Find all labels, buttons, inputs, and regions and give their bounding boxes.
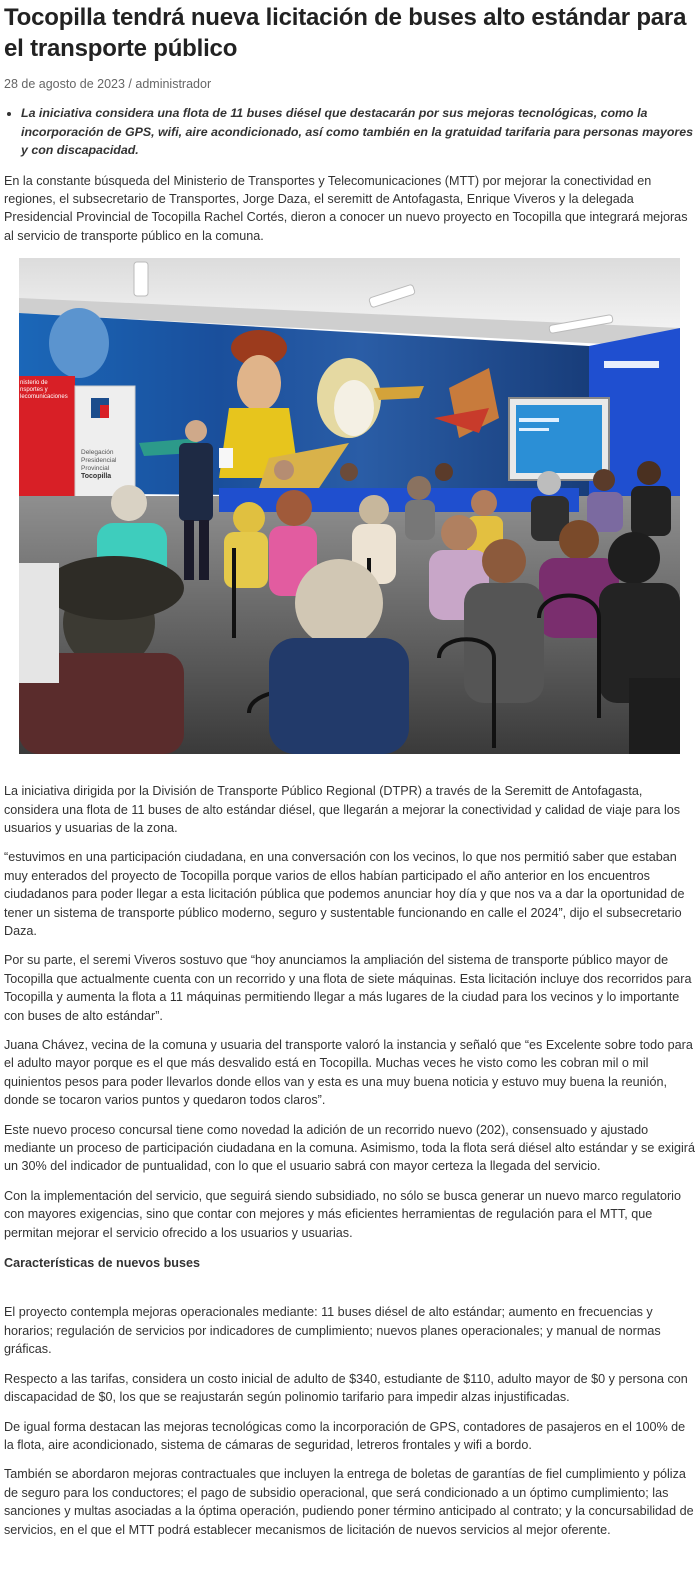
article-meta bbox=[4, 76, 696, 92]
highlights-list bbox=[4, 104, 696, 160]
banner-deleg-1: Delegación bbox=[81, 449, 114, 457]
body-paragraph: Con la implementación del servicio, que seguirá siendo subsidiado, no sólo se busca generar un nuevo marco regulatorio con mayores exigencias, sino que contar con mejores y más eficientes herramientas de regulación para el MTT, que permitan mejorar el servicio ofrecido a los usuarios y usuarias. bbox=[4, 1188, 681, 1240]
author-link[interactable]: administrador bbox=[135, 77, 212, 91]
body-paragraph: De igual forma destacan las mejoras tecnológicas como la incorporación de GPS, contadores de pasajeros en el 100% de la flota, aire acondicionado, sistema de cámaras de seguridad, letreros frontales y wifi a bordo. bbox=[4, 1419, 686, 1452]
body-paragraph: Por su parte, el seremi Viveros sostuvo que “hoy anunciamos la ampliación del sistema de transporte público mayor de Tocopilla que actualmente cuenta con un recorrido y una flota de siete máquinas. Esta licitación incluye dos recorridos para Tocopilla y aumenta la flota a 11 máquinas permitiendo llegar a más lugares de la ciudad para los vecinos y lo importante con buses de alto estándar”. bbox=[4, 953, 692, 1023]
body-paragraph: Este nuevo proceso concursal tiene como novedad la adición de un recorrido nuevo (202), consensuado y ajustado mediante un proceso de participación ciudadana en la comuna. Asimismo, toda la flota será diésel alto estándar y se exigirá un 30% del indicador de puntualidad, con lo que el usuario sabrá con mayor certeza la llegada del servicio. bbox=[4, 1122, 695, 1174]
article bbox=[0, 2, 700, 1539]
section-subheading: Características de nuevos buses bbox=[4, 1256, 200, 1271]
body-paragraph: Respecto a las tarifas, considera un costo inicial de adulto de $340, estudiante de $110, adulto mayor de $0 y persona con discapacidad de $0, los que se reajustarán según polinomio tarifario para impedir alzas injustificadas. bbox=[4, 1371, 688, 1405]
meta-separator: / bbox=[124, 77, 136, 91]
highlight-item: • La iniciativa considera una flota de 11 buses diésel que destacarán por sus mejoras tecnológicas, como la incorporación de GPS, wifi, aire acondicionado, así como también en la gratuidad tarifaria para personas mayores y con discapacidad. bbox=[21, 104, 696, 160]
body-paragraph: “estuvimos en una participación ciudadana, en una conversación con los vecinos, lo que nos permitió saber que estaban muy enterados del proyecto de Tocopilla porque varios de ellos habían participado el año anterior en los encuentros ciudadanos para poder llegar a esta licitación pública que podemos anunciar hoy día y que nos va a dar la oportunidad de tener un sistema de transporte público moderno, seguro y sustentable funcionando en calle el 2024”, dijo el subsecretario Daza. bbox=[4, 850, 685, 938]
body-paragraph: Juana Chávez, vecina de la comuna y usuaria del transporte valoró la instancia y señaló que “es Excelente sobre todo para el adulto mayor porque es el que más desvalido está en Tocopilla. Muchas veces he visto como les cobran mil o mil quinientos pesos para poder llevarlos donde ellos van y esta es una muy buena noticia y estuvo muy buena la reunión, donde se tocaron varios puntos y quedaron todos claros”. bbox=[4, 1038, 693, 1108]
banner-deleg-4: Tocopilla bbox=[81, 473, 112, 481]
article-title: Tocopilla tendrá nueva licitación de buses alto estándar para el transporte público bbox=[4, 4, 687, 62]
intro-paragraph: En la constante búsqueda del Ministerio de Transportes y Telecomunicaciones (MTT) por mejorar la conectividad en regiones, el subsecretario de Transportes, Jorge Daza, el seremitt de Antofagasta, Enrique Viveros y la delegada Presidencial Provincial de Tocopilla Rachel Cortés, dieron a conocer un nuevo proyecto en Tocopilla que integrará mejoras al servicio de transporte público en la comuna. bbox=[4, 173, 688, 243]
body-paragraph: También se abordaron mejoras contractuales que incluyen la entrega de boletas de garantías de fiel cumplimiento y póliza de seguro para los conductores; el pago de subsidio operacional, que será condicionado a un óptimo cumplimiento; las sanciones y multas asociadas a la óptima operación, pudiendo poner término anticipado al contrato; y la concursabilidad de servicios, en el que el MTT podrá establecer mecanismos de licitación de nuevos servicios al mejor oferente. bbox=[4, 1467, 694, 1537]
banner-text-1: nisterio de bbox=[20, 380, 48, 387]
banner-text-2: nsportes y bbox=[20, 387, 48, 394]
body-paragraph: La iniciativa dirigida por la División de Transporte Público Regional (DTPR) a través de la Seremitt de Antofagasta, considera una flota de 11 buses de alto estándar diésel, que llegarán a mejorar la conectividad y calidad de viaje para los usuarios y usuarias de la zona. bbox=[4, 784, 681, 835]
body-paragraph: El proyecto contempla mejoras operacionales mediante: 11 buses diésel de alto estándar; aumento en frecuencias y horarios; regulación de servicios por indicadores de cumplimiento; nuevos planes operacionales; y manual de normas gráficas. bbox=[4, 1305, 661, 1357]
banner-deleg-2: Presidencial bbox=[81, 457, 117, 465]
banner-deleg-3: Provincial bbox=[81, 465, 110, 473]
event-photo bbox=[19, 258, 680, 754]
article-date-link[interactable]: 28 de agosto de 2023 bbox=[4, 77, 125, 91]
banner-text-3: lecomunicaciones bbox=[20, 394, 68, 401]
